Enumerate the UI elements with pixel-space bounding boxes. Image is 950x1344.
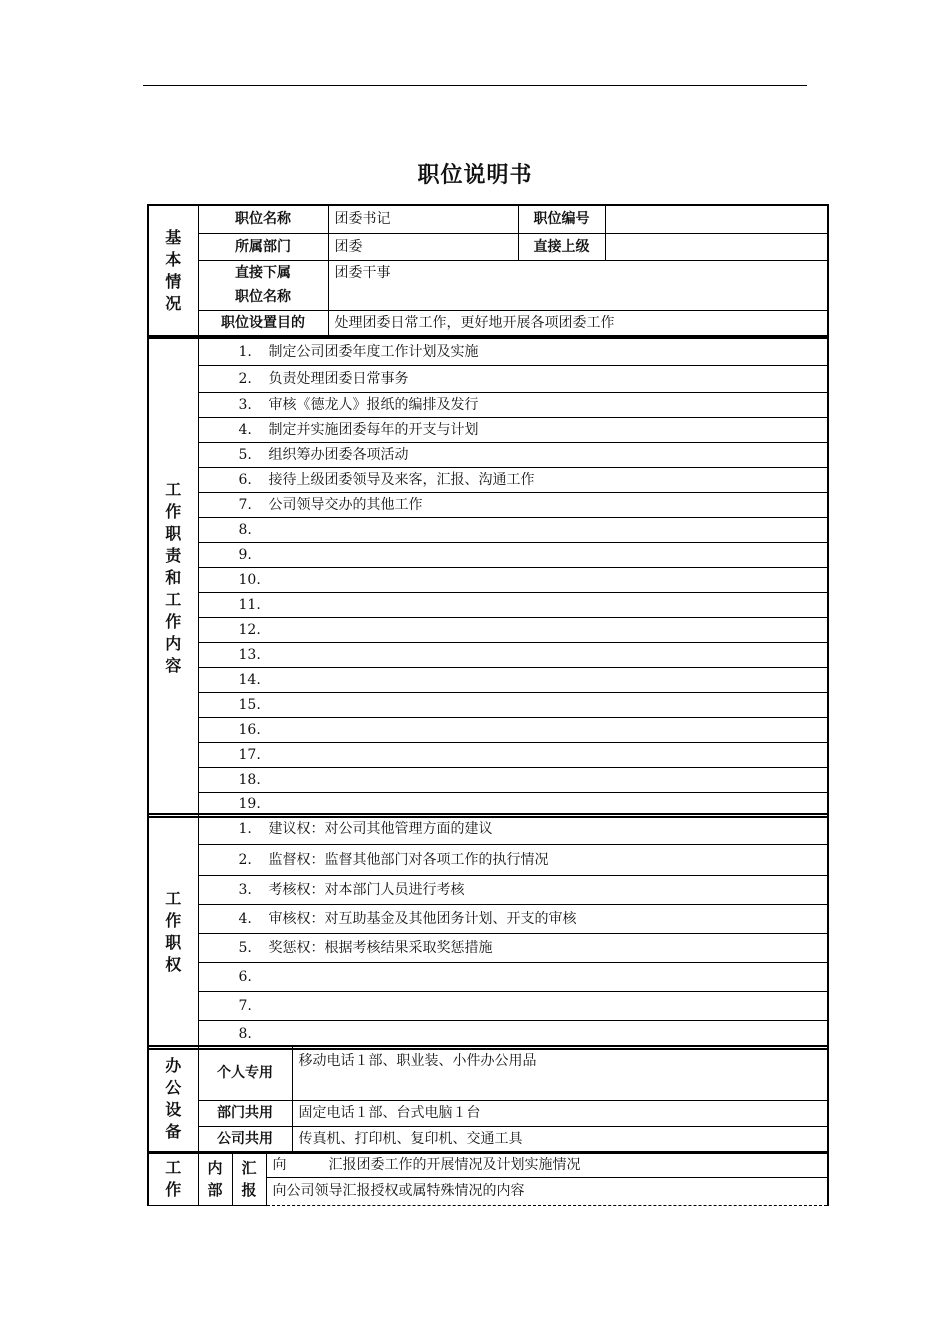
document-title: 职位说明书 [417, 163, 533, 188]
list-item [198, 492, 828, 517]
dept-label: 所属部门 [198, 233, 328, 260]
dept-shared-label: 部门共用 [198, 1100, 292, 1126]
list-item [198, 844, 828, 875]
list-item-number: 16. [238, 721, 261, 738]
list-item [198, 365, 828, 392]
authority-section-label: 工作职权 [148, 814, 198, 1049]
superior-value [605, 233, 828, 260]
list-item [198, 767, 828, 792]
list-item [198, 338, 828, 365]
list-item-text: 监督权：监督其他部门对各项工作的执行情况 [268, 851, 549, 868]
list-item-number: 14. [238, 671, 261, 688]
list-item-number: 8. [238, 1026, 252, 1043]
header-rule [143, 85, 807, 86]
superior-label: 直接上级 [518, 233, 605, 260]
list-item-text: 组织筹办团委各项活动 [268, 446, 409, 463]
list-item-text: 审核《德龙人》报纸的编排及发行 [268, 396, 479, 413]
list-item-number: 9. [238, 546, 252, 563]
list-item [198, 442, 828, 467]
list-item-text: 审核权：对互助基金及其他团务计划、开支的审核 [268, 910, 577, 927]
list-item-text: 奖惩权：根据考核结果采取奖惩措施 [268, 939, 493, 956]
dept-shared-value: 固定电话１部、台式电脑１台 [292, 1100, 828, 1126]
position-no-value [605, 205, 828, 233]
dept-value: 团委 [328, 233, 518, 260]
subordinate-label-line-1: 直接下属 [235, 265, 291, 281]
list-item [198, 875, 828, 904]
list-item-text: 制定公司团委年度工作计划及实施 [268, 343, 479, 360]
subordinate-label-line-2: 职位名称 [235, 289, 291, 305]
position-no-label: 职位编号 [518, 205, 605, 233]
list-item-number: 8. [238, 521, 252, 538]
list-item-number: 2. [238, 370, 252, 387]
list-item-text: 制定并实施团委每年的开支与计划 [268, 421, 479, 438]
company-shared-label: 公司共用 [198, 1126, 292, 1152]
internal-label: 内部 [198, 1153, 232, 1205]
list-item-number: 17. [238, 746, 261, 763]
work-table [147, 1152, 829, 1206]
list-item [198, 567, 828, 592]
list-item-text: 接待上级团委领导及来客，汇报、沟通工作 [268, 471, 535, 488]
list-item-number: 12. [238, 621, 261, 638]
list-item-text: 建议权：对公司其他管理方面的建议 [268, 821, 493, 838]
list-item-number: 2. [238, 851, 252, 868]
list-item [198, 617, 828, 642]
list-item [198, 991, 828, 1020]
work-row-2: 向公司领导汇报授权或属特殊情况的内容 [266, 1177, 828, 1205]
list-item [198, 933, 828, 962]
list-item [198, 962, 828, 991]
list-item-number: 15. [238, 696, 261, 713]
list-item-number: 4. [238, 910, 252, 927]
list-item [198, 692, 828, 717]
list-item [198, 542, 828, 567]
list-item [198, 517, 828, 542]
list-item-number: 19. [238, 796, 261, 813]
work-section-label: 工作 [148, 1153, 198, 1205]
work-row-1-prefix: 向 [272, 1157, 287, 1174]
list-item-number: 1. [238, 343, 252, 360]
purpose-value: 处理团委日常工作，更好地开展各项团委工作 [328, 310, 828, 336]
work-row-1-text: 汇报团委工作的开展情况及计划实施情况 [328, 1157, 581, 1174]
list-item-number: 4. [238, 421, 252, 438]
list-item-number: 1. [238, 821, 252, 838]
basic-info-table [147, 204, 829, 337]
report-label: 汇报 [232, 1153, 266, 1205]
list-item [198, 904, 828, 933]
list-item [198, 814, 828, 844]
duties-table [147, 337, 829, 818]
duties-section-label: 工作职责和工作内容 [148, 338, 198, 817]
list-item-number: 6. [238, 968, 252, 985]
list-item-number: 5. [238, 939, 252, 956]
list-item [198, 667, 828, 692]
equipment-section-label: 办公设备 [148, 1046, 198, 1152]
list-item [198, 717, 828, 742]
list-item-number: 18. [238, 771, 261, 788]
purpose-label: 职位设置目的 [198, 310, 328, 336]
list-item-text: 公司领导交办的其他工作 [268, 496, 423, 513]
equipment-table [147, 1045, 829, 1153]
list-item-text: 负责处理团委日常事务 [268, 370, 409, 387]
list-item [198, 742, 828, 767]
list-item-text: 考核权：对本部门人员进行考核 [268, 881, 465, 898]
personal-use-value: 移动电话１部、职业装、小件办公用品 [292, 1046, 828, 1100]
subordinate-label [198, 260, 328, 310]
list-item-number: 3. [238, 881, 252, 898]
list-item-number: 6. [238, 471, 252, 488]
personal-use-label: 个人专用 [198, 1046, 292, 1100]
list-item [198, 592, 828, 617]
work-row-1 [266, 1153, 828, 1177]
company-shared-value: 传真机、打印机、复印机、交通工具 [292, 1126, 828, 1152]
list-item-number: 11. [238, 596, 261, 613]
subordinate-value: 团委干事 [328, 260, 828, 310]
list-item [198, 392, 828, 417]
authority-table [147, 813, 829, 1050]
list-item [198, 467, 828, 492]
list-item-number: 10. [238, 571, 261, 588]
list-item-number: 13. [238, 646, 261, 663]
list-item-number: 7. [238, 997, 252, 1014]
list-item-number: 7. [238, 496, 252, 513]
list-item-number: 5. [238, 446, 252, 463]
list-item-number: 3. [238, 396, 252, 413]
basic-section-label: 基本情况 [148, 205, 198, 336]
list-item [198, 642, 828, 667]
position-name-label: 职位名称 [198, 205, 328, 233]
list-item [198, 417, 828, 442]
position-name-value: 团委书记 [328, 205, 518, 233]
